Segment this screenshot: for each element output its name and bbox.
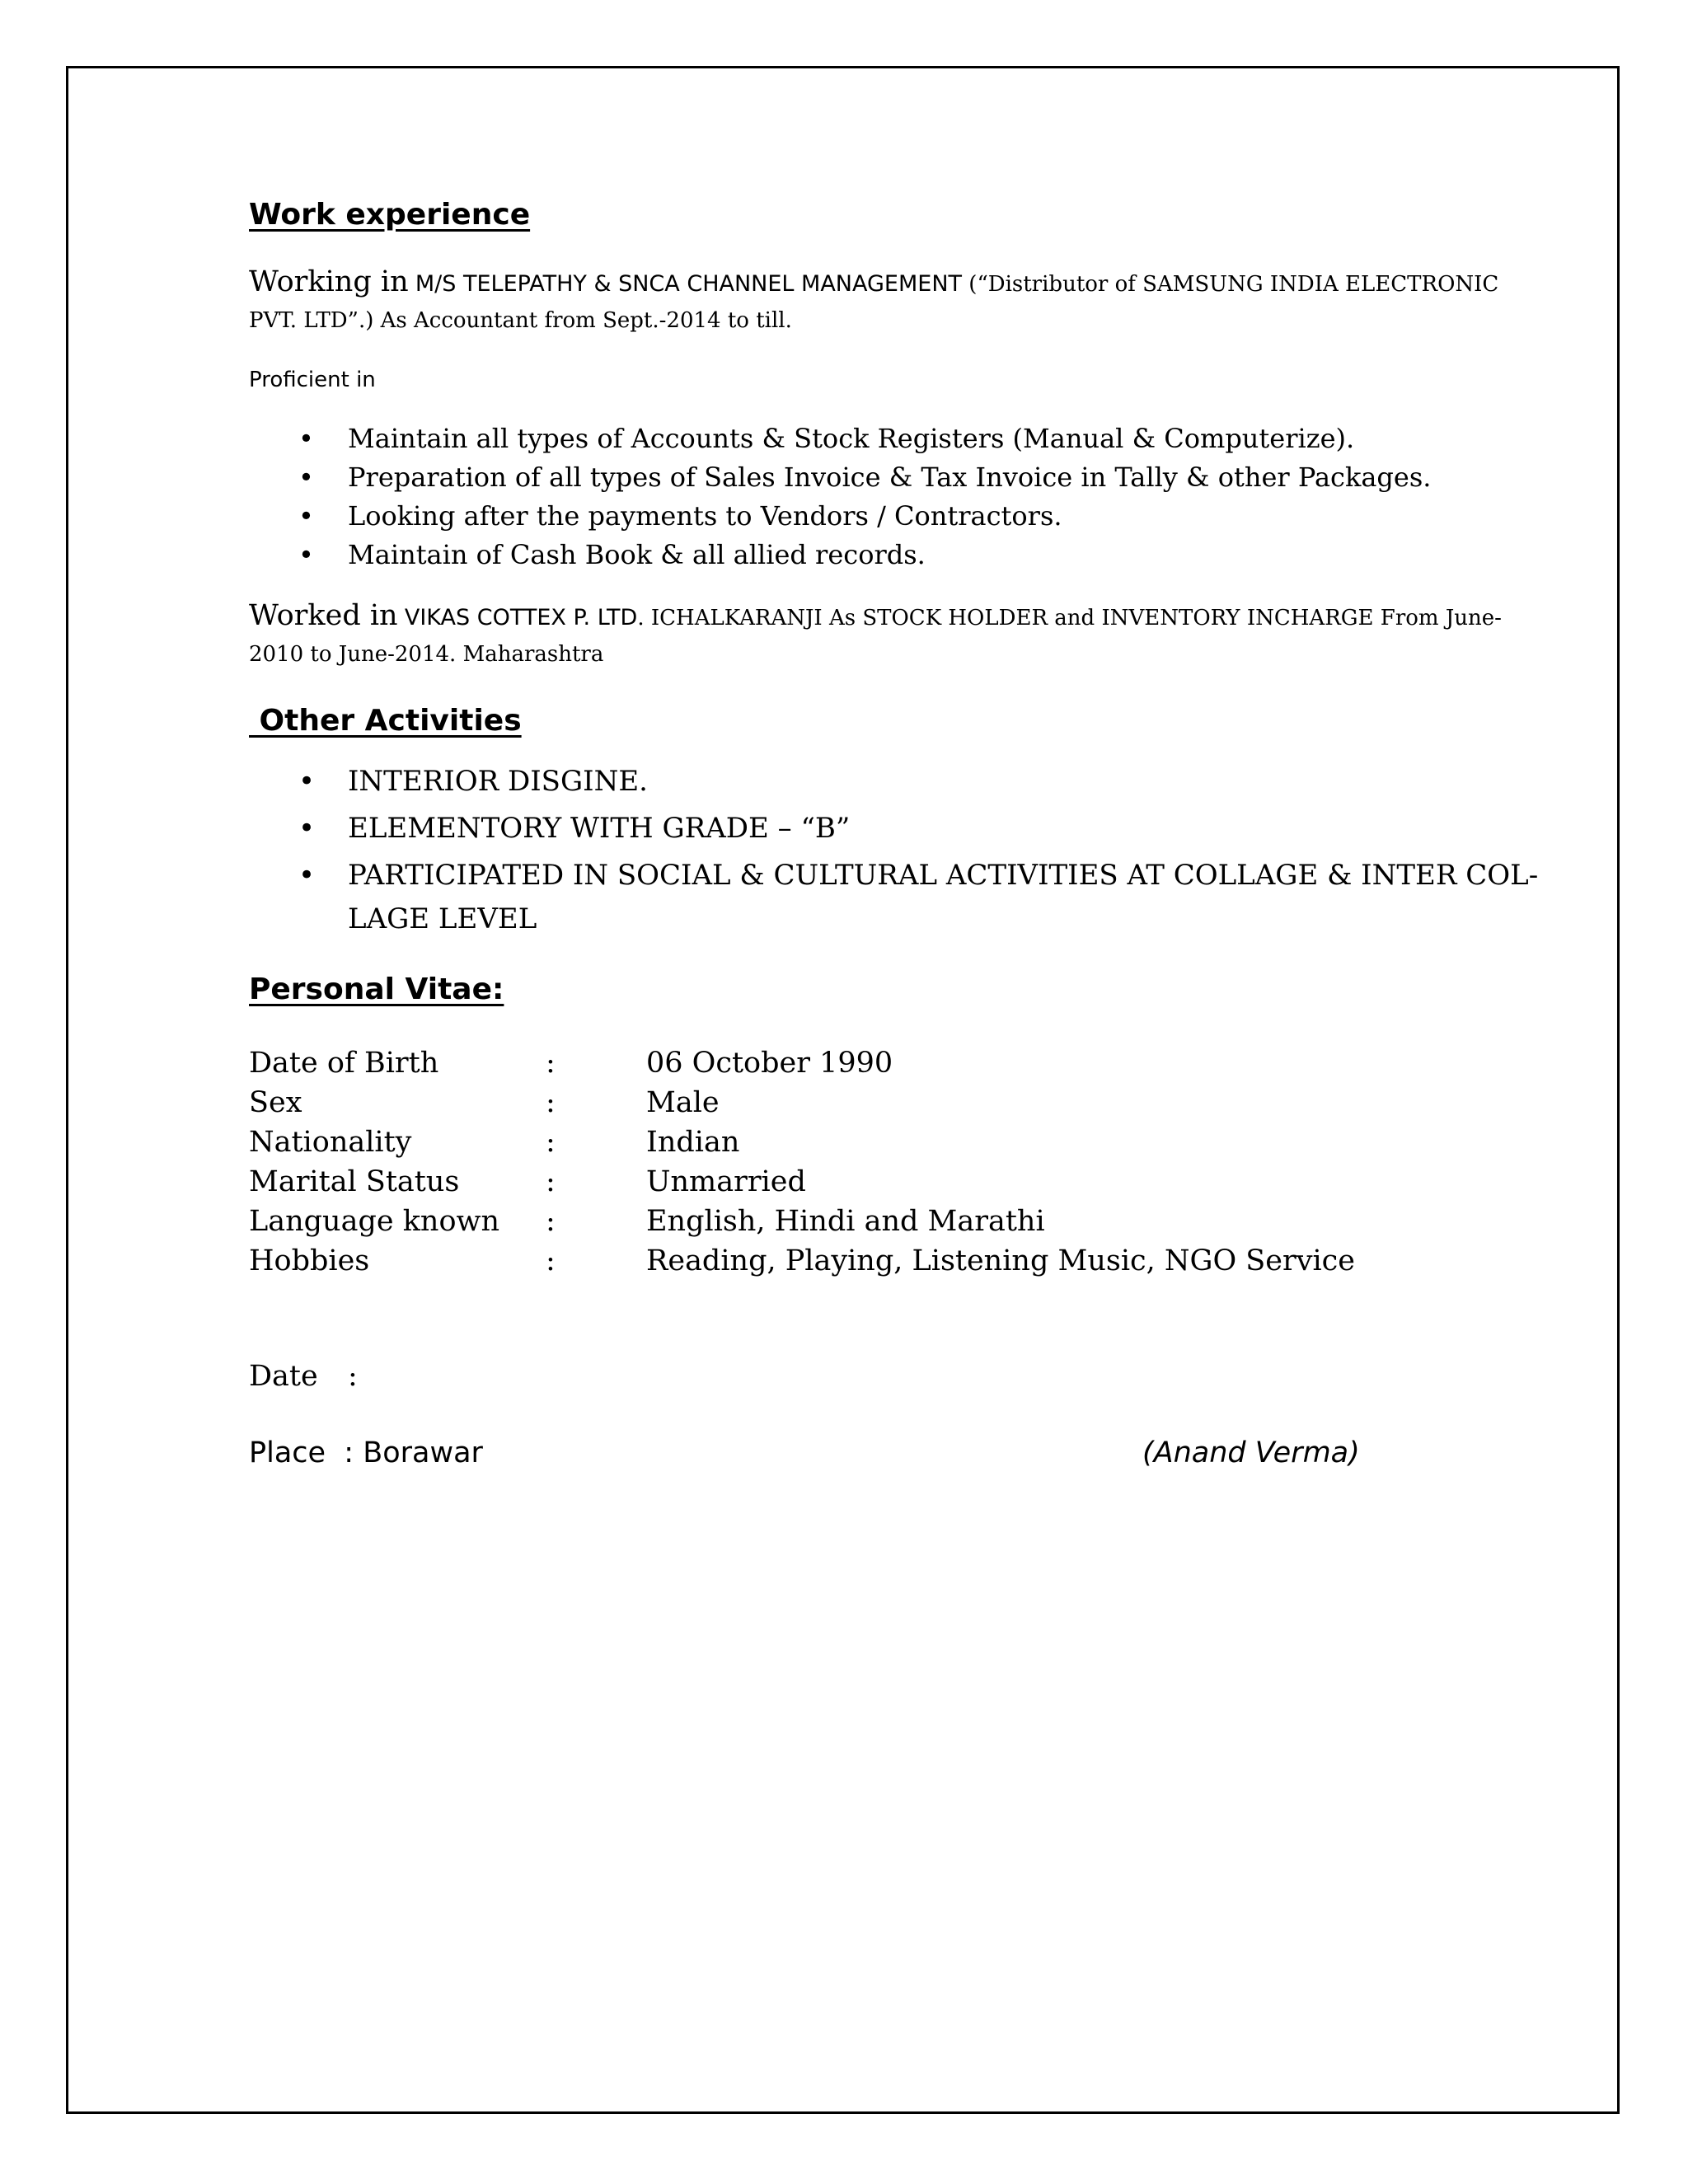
vitae-value: Unmarried — [646, 1165, 806, 1198]
vitae-separator: : — [546, 1244, 556, 1277]
vitae-value: Indian — [646, 1126, 740, 1159]
signature-name: (Anand Verma) — [1142, 1436, 1360, 1469]
vitae-row-dob — [249, 1043, 1551, 1083]
job-details: . ICHALKARANJI As STOCK HOLDER and INVENTORY INCHARGE From June-2010 to June-2014. Maharashtra — [249, 606, 1502, 667]
place-line — [249, 1432, 1551, 1474]
vitae-label: Date of Birth — [249, 1047, 439, 1080]
vitae-value: Reading, Playing, Listening Music, NGO Service — [646, 1244, 1355, 1277]
date-label: Date — [249, 1360, 318, 1393]
job-lead: Working in — [249, 265, 409, 298]
list-item: • Maintain of Cash Book & all allied records. — [249, 536, 1551, 574]
other-activities-heading: Other Activities — [249, 704, 522, 738]
vitae-row-language — [249, 1202, 1551, 1241]
job-lead: Worked in — [249, 599, 398, 632]
vitae-label: Marital Status — [249, 1165, 460, 1198]
company-name: M/S TELEPATHY & SNCA CHANNEL MANAGEMENT — [415, 271, 963, 297]
vitae-value: 06 October 1990 — [646, 1047, 893, 1080]
job-entry-vikas — [249, 598, 1551, 673]
job-entry-telepathy — [249, 264, 1551, 339]
vitae-separator: : — [546, 1165, 556, 1198]
job-details: (“Distributor of SAMSUNG INDIA ELECTRONIC PVT. LTD”.) As Accountant from Sept.-2014 to till. — [249, 272, 1499, 333]
date-line — [249, 1357, 1551, 1396]
date-separator: : — [348, 1360, 358, 1393]
list-item: • Preparation of all types of Sales Invoice & Tax Invoice in Tally & other Packages. — [249, 458, 1551, 497]
vitae-label: Sex — [249, 1086, 302, 1119]
vitae-row-hobbies — [249, 1241, 1551, 1281]
vitae-label: Nationality — [249, 1126, 412, 1159]
proficient-list — [249, 419, 1551, 574]
list-item: • ELEMENTORY WITH GRADE – “B” — [249, 807, 1551, 851]
activities-list — [249, 760, 1551, 941]
vitae-label: Language known — [249, 1205, 500, 1238]
vitae-value: English, Hindi and Marathi — [646, 1205, 1045, 1238]
vitae-row-nationality — [249, 1122, 1551, 1162]
work-experience-heading: Work experience — [249, 198, 531, 232]
vitae-label: Hobbies — [249, 1244, 370, 1277]
personal-vitae-heading: Personal Vitae: — [249, 972, 504, 1006]
vitae-row-sex — [249, 1083, 1551, 1122]
resume-content — [249, 194, 1551, 1474]
vitae-separator: : — [546, 1047, 556, 1080]
list-item: • INTERIOR DISGINE. — [249, 760, 1551, 804]
list-item: • Looking after the payments to Vendors / Contractors. — [249, 497, 1551, 536]
proficient-heading: Proficient in — [249, 368, 376, 392]
list-item: • PARTICIPATED IN SOCIAL & CULTURAL ACTIVITIES AT COLLAGE & INTER COL-LAGE LEVEL — [249, 854, 1551, 941]
company-name: VIKAS COTTEX P. LTD — [404, 605, 638, 630]
vitae-separator: : — [546, 1205, 556, 1238]
personal-vitae-table — [249, 1043, 1551, 1281]
vitae-separator: : — [546, 1126, 556, 1159]
vitae-value: Male — [646, 1086, 720, 1119]
list-item: • Maintain all types of Accounts & Stock Registers (Manual & Computerize). — [249, 419, 1551, 458]
vitae-row-marital-status — [249, 1162, 1551, 1202]
vitae-separator: : — [546, 1086, 556, 1119]
place-text: Place : Borawar — [249, 1436, 483, 1469]
